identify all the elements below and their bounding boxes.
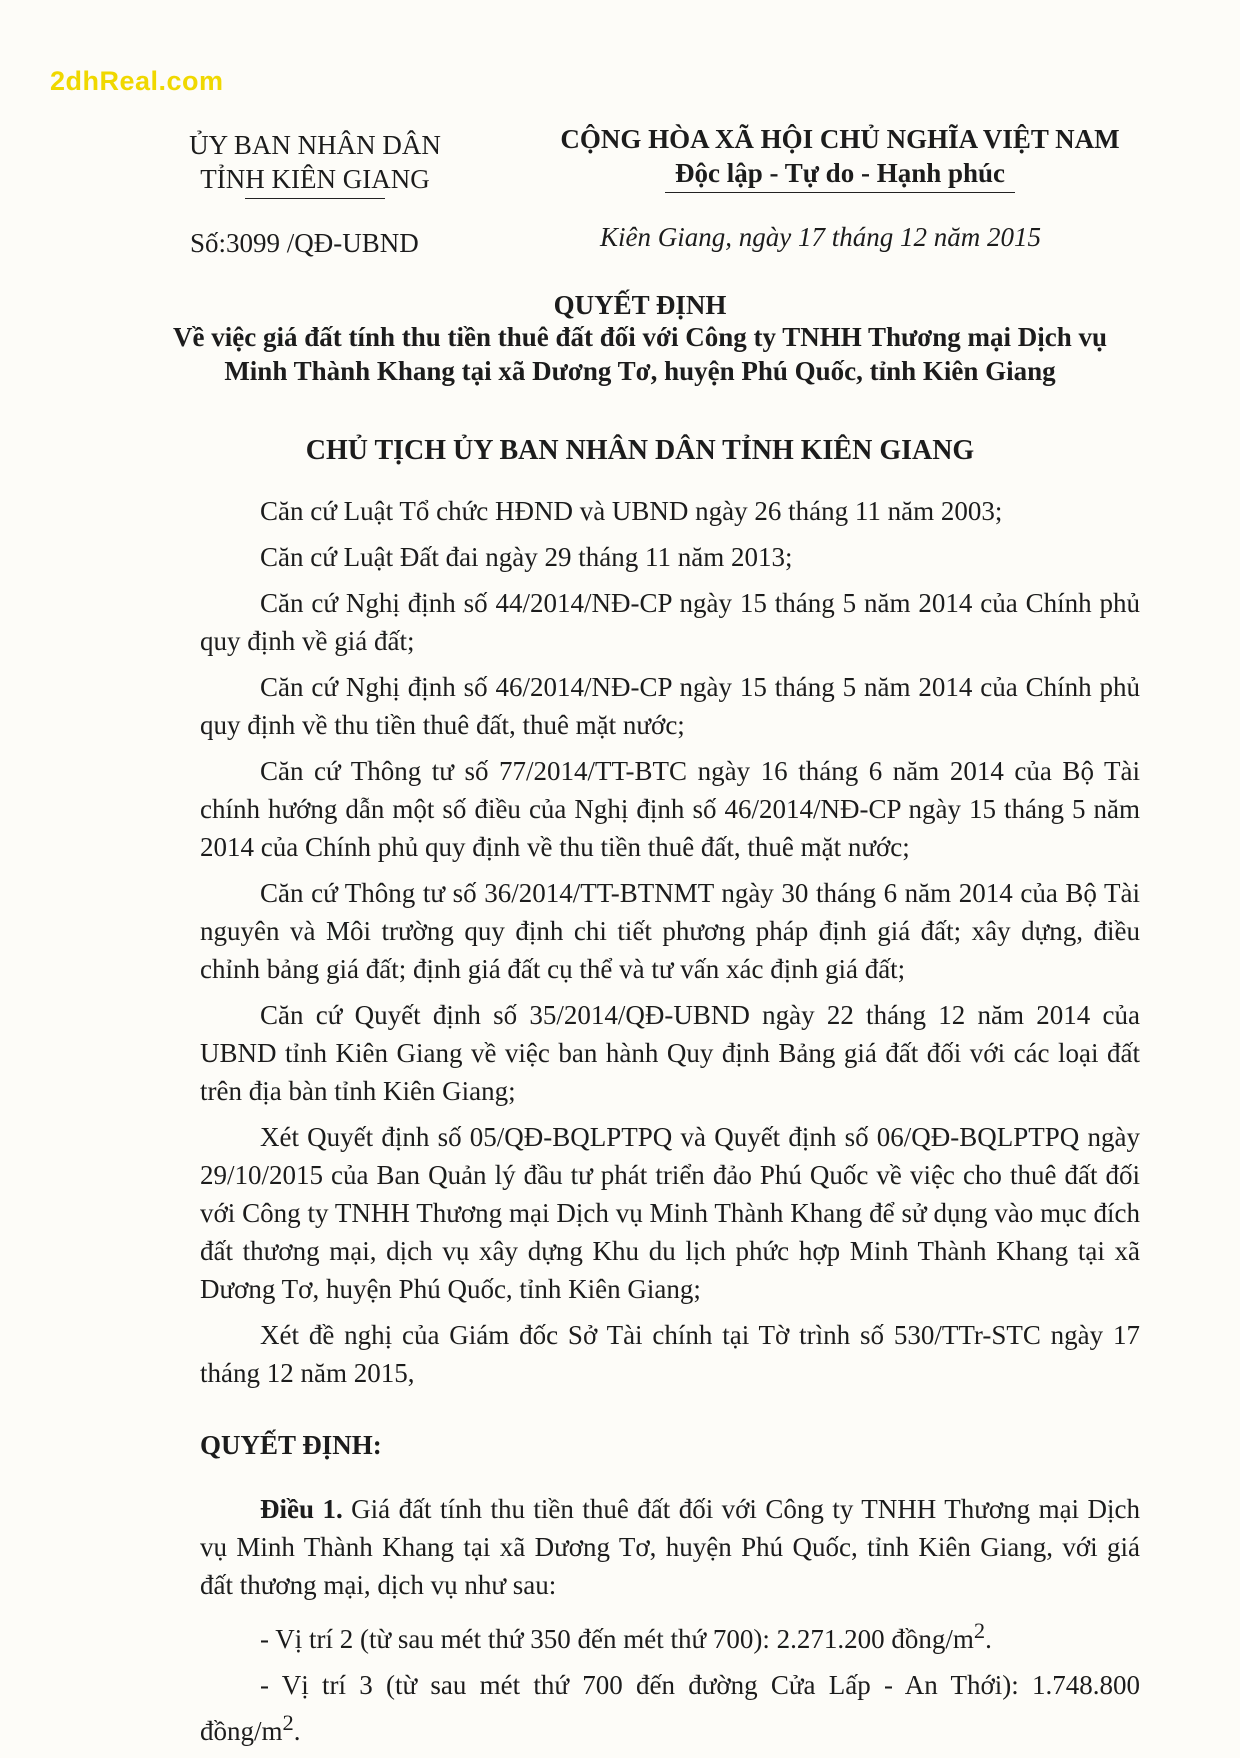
preamble-item: Căn cứ Nghị định số 44/2014/NĐ-CP ngày 15 tháng 5 năm 2014 của Chính phủ quy định về giá đất; bbox=[200, 588, 1140, 656]
agency-line-1: ỦY BAN NHÂN DÂN bbox=[189, 130, 441, 160]
issuing-authority: CHỦ TỊCH ỦY BAN NHÂN DÂN TỈNH KIÊN GIANG bbox=[305, 435, 975, 466]
decision-heading: QUYẾT ĐỊNH: bbox=[200, 1430, 382, 1460]
preamble-item: Căn cứ Luật Tổ chức HĐND và UBND ngày 26 tháng 11 năm 2003; bbox=[260, 496, 1003, 526]
article-1 bbox=[200, 1490, 1140, 1604]
superscript: 2 bbox=[973, 1618, 986, 1643]
superscript: 2 bbox=[282, 1710, 294, 1735]
preamble-item: Căn cứ Thông tư số 36/2014/TT-BTNMT ngày 30 tháng 6 năm 2014 của Bộ Tài nguyên và Môi trường quy định chi tiết phương pháp định giá đất; xây dựng, điều chỉnh bảng giá đất; định giá đất cụ thể và tư vấn xác định giá đất; bbox=[200, 878, 1140, 984]
article-1-text: Giá đất tính thu tiền thuê đất đối với Công ty TNHH Thương mại Dịch vụ Minh Thành Khang tại xã Dương Tơ, huyện Phú Quốc, tỉnh Kiên Giang, với giá đất thương mại, dịch vụ như sau: bbox=[200, 1494, 1140, 1600]
article-1-item bbox=[200, 1612, 1140, 1658]
item-end: . bbox=[985, 1624, 992, 1654]
item-end: . bbox=[293, 1716, 301, 1746]
document-date: Kiên Giang, ngày 17 tháng 12 năm 2015 bbox=[600, 222, 1041, 252]
agency-underline bbox=[245, 198, 385, 199]
issuing-agency bbox=[170, 128, 460, 199]
document-number: Số:3099 /QĐ-UBND bbox=[190, 228, 419, 258]
preamble-item: Căn cứ Thông tư số 77/2014/TT-BTC ngày 16 tháng 6 năm 2014 của Bộ Tài chính hướng dẫn một số điều của Nghị định số 46/2014/NĐ-CP ngày 15 tháng 5 năm 2014 của Chính phủ quy định về thu tiền thuê đất, thuê mặt nước; bbox=[200, 756, 1140, 862]
preamble-item: Căn cứ Luật Đất đai ngày 29 tháng 11 năm 2013; bbox=[260, 542, 793, 572]
agency-line-2: TỈNH KIÊN GIANG bbox=[200, 164, 430, 194]
document-subject: Về việc giá đất tính thu tiền thuê đất đối với Công ty TNHH Thương mại Dịch vụ Minh Thành Khang tại xã Dương Tơ, huyện Phú Quốc, tỉnh Kiên Giang bbox=[173, 322, 1107, 386]
preamble-item: Căn cứ Quyết định số 35/2014/QĐ-UBND ngày 22 tháng 12 năm 2014 của UBND tỉnh Kiên Giang về việc ban hành Quy định Bảng giá đất đối với các loại đất trên địa bàn tỉnh Kiên Giang; bbox=[200, 1000, 1140, 1106]
national-motto: Độc lập - Tự do - Hạnh phúc bbox=[674, 158, 1006, 188]
preamble-item: Xét Quyết định số 05/QĐ-BQLPTPQ và Quyết định số 06/QĐ-BQLPTPQ ngày 29/10/2015 của Ban Quản lý đầu tư phát triển đảo Phú Quốc về việc cho thuê đất đối với Công ty TNHH Thương mại Dịch vụ Minh Thành Khang để sử dụng vào mục đích đất thương mại, dịch vụ xây dựng Khu du lịch phức hợp Minh Thành Khang tại xã Dương Tơ, huyện Phú Quốc, tỉnh Kiên Giang; bbox=[200, 1122, 1140, 1304]
document-body bbox=[200, 492, 1140, 1758]
watermark: 2dhReal.com bbox=[50, 66, 224, 96]
article-1-item-2: - Vị trí 3 (từ sau mét thứ 700 đến đường Cửa Lấp - An Thới): 1.748.800 đồng/m bbox=[200, 1670, 1140, 1746]
country-name: CỘNG HÒA XÃ HỘI CHỦ NGHĨA VIỆT NAM bbox=[560, 124, 1120, 154]
national-heading bbox=[540, 122, 1140, 193]
article-1-label: Điều 1. bbox=[260, 1494, 343, 1524]
preamble-item: Căn cứ Nghị định số 46/2014/NĐ-CP ngày 15 tháng 5 năm 2014 của Chính phủ quy định về thu tiền thuê đất, thuê mặt nước; bbox=[200, 672, 1140, 740]
motto-underline bbox=[665, 192, 1015, 193]
article-1-item-1: - Vị trí 2 (từ sau mét thứ 350 đến mét thứ 700): 2.271.200 đồng/m bbox=[260, 1624, 974, 1654]
article-1-item bbox=[200, 1666, 1140, 1750]
preamble-item: Xét đề nghị của Giám đốc Sở Tài chính tại Tờ trình số 530/TTr-STC ngày 17 tháng 12 năm 2015, bbox=[200, 1320, 1140, 1388]
document-title: QUYẾT ĐỊNH bbox=[553, 290, 727, 320]
